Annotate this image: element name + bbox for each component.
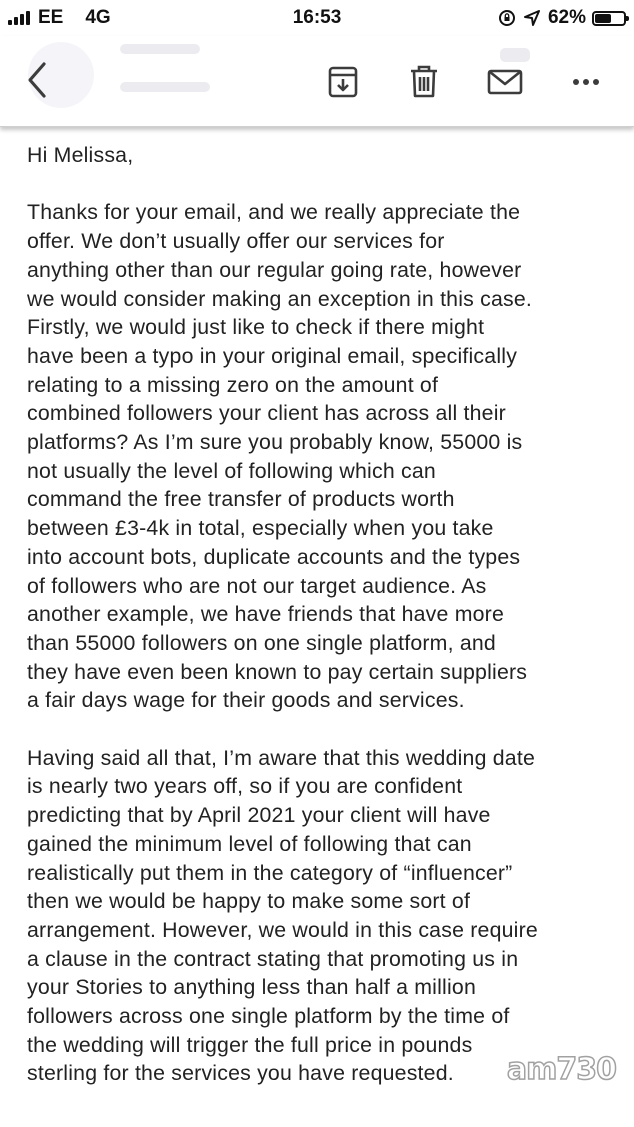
email-line: offer. We don’t usually offer our services for bbox=[27, 229, 445, 254]
battery-percent: 62% bbox=[547, 7, 586, 28]
carrier-name: EE bbox=[38, 7, 64, 28]
email-line: have been a typo in your original email, specifically bbox=[27, 343, 518, 368]
email-line: followers across one single platform by the time of bbox=[27, 1004, 510, 1029]
battery-icon bbox=[592, 11, 626, 26]
trash-icon[interactable] bbox=[404, 62, 444, 102]
email-paragraph-1 bbox=[27, 198, 617, 715]
email-line: of followers who are not our target audience. As bbox=[27, 573, 487, 598]
email-paragraph-2 bbox=[27, 744, 617, 1088]
email-line: relating to a missing zero on the amount of bbox=[27, 372, 439, 397]
email-line: Thanks for your email, and we really appreciate the bbox=[27, 200, 521, 225]
email-line: anything other than our regular going rate, however bbox=[27, 257, 522, 282]
email-line: then we would be happy to make some sort of bbox=[27, 889, 471, 914]
email-line: arrangement. However, we would in this case require bbox=[27, 917, 538, 942]
email-line: they have even been known to pay certain suppliers bbox=[27, 659, 528, 684]
location-arrow-icon bbox=[524, 10, 540, 26]
status-bar bbox=[0, 0, 634, 36]
email-toolbar bbox=[0, 36, 634, 127]
email-line: your Stories to anything less than half a million bbox=[27, 975, 476, 1000]
email-line: realistically put them in the category of “influencer” bbox=[27, 860, 513, 885]
network-type: 4G bbox=[85, 7, 111, 28]
email-line: than 55000 followers on one single platform, and bbox=[27, 630, 496, 655]
email-line: we would consider making an exception in this case. bbox=[27, 286, 533, 311]
email-line: the wedding will trigger the full price in pounds bbox=[27, 1032, 473, 1057]
status-right bbox=[498, 7, 626, 29]
email-line: not usually the level of following which can bbox=[27, 458, 436, 483]
email-line: Having said all that, I’m aware that this wedding date bbox=[27, 745, 536, 770]
email-line: Firstly, we would just like to check if there might bbox=[27, 315, 485, 340]
email-line: a clause in the contract stating that promoting us in bbox=[27, 946, 519, 971]
email-line: platforms? As I’m sure you probably know, 55000 is bbox=[27, 430, 523, 455]
email-line: combined followers your client has across all their bbox=[27, 401, 506, 426]
more-icon[interactable] bbox=[566, 62, 606, 102]
archive-icon[interactable] bbox=[323, 62, 363, 102]
back-icon[interactable] bbox=[18, 58, 58, 102]
email-line: predicting that by April 2021 your client will have bbox=[27, 803, 491, 828]
email-body bbox=[27, 141, 617, 1117]
email-line: between £3-4k in total, especially when you take bbox=[27, 516, 494, 541]
email-line: gained the minimum level of following that can bbox=[27, 831, 472, 856]
orientation-lock-icon bbox=[498, 9, 516, 27]
status-time: 16:53 bbox=[292, 7, 342, 28]
email-line: another example, we have friends that have more bbox=[27, 602, 505, 627]
email-line: sterling for the services you have requested. bbox=[27, 1061, 454, 1086]
sender-meta-blur bbox=[120, 82, 210, 92]
sender-name-blur bbox=[120, 44, 200, 54]
email-greeting: Hi Melissa, bbox=[27, 143, 134, 167]
mail-icon[interactable] bbox=[485, 62, 525, 102]
email-line: into account bots, duplicate accounts and the types bbox=[27, 544, 521, 569]
email-line: command the free transfer of products worth bbox=[27, 487, 455, 512]
watermark-logo: am730 bbox=[506, 1052, 616, 1087]
reply-blur bbox=[500, 48, 530, 62]
email-line: a fair days wage for their goods and services. bbox=[27, 688, 465, 713]
email-line: is nearly two years off, so if you are confident bbox=[27, 774, 463, 799]
